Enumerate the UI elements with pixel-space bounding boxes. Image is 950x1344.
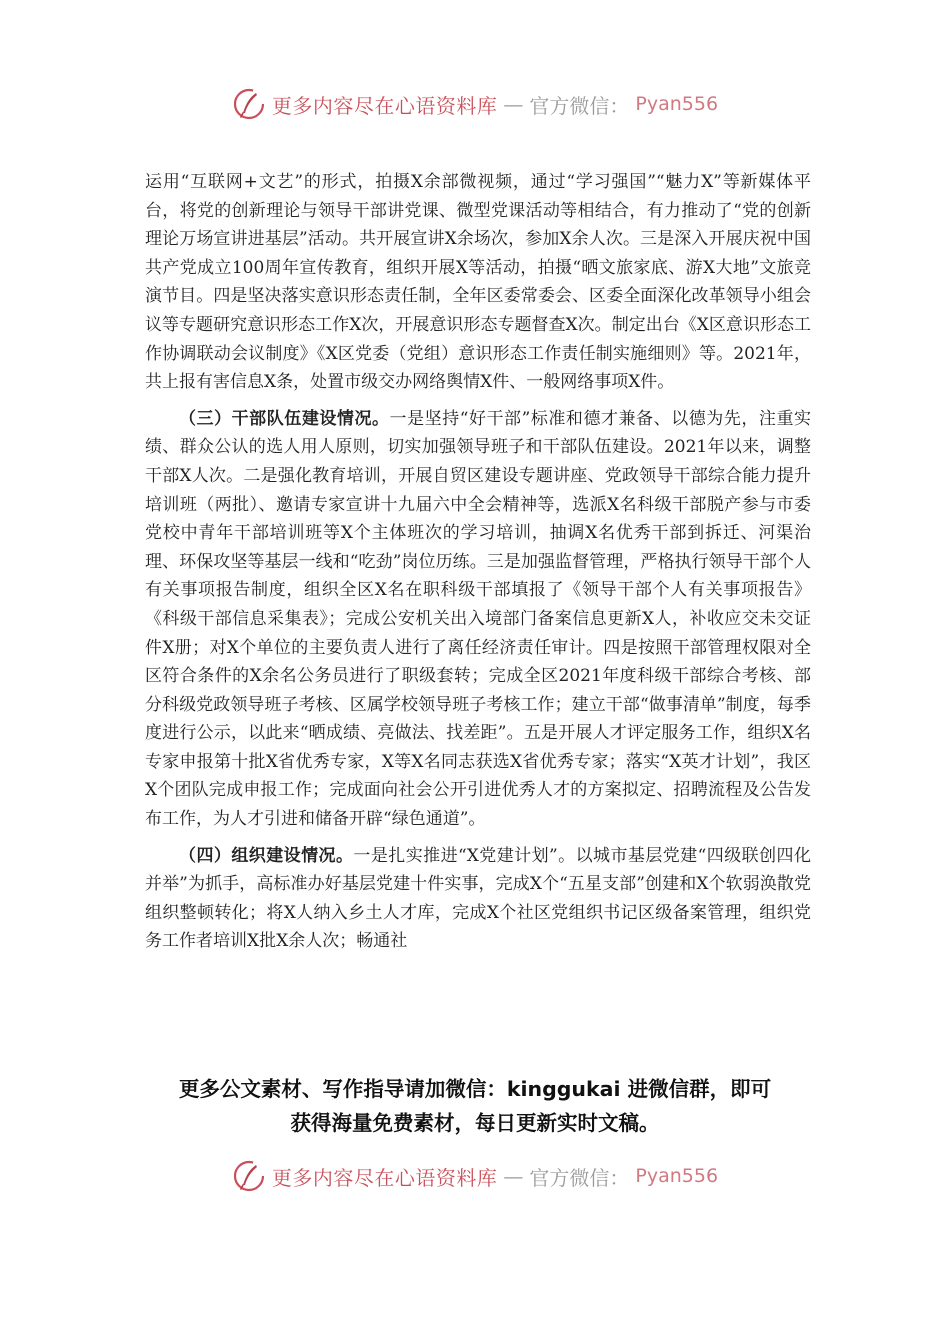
header-watermark-inner	[232, 87, 718, 121]
quill-logo-icon	[232, 87, 266, 121]
watermark-wechat-id: Pyan556	[635, 93, 719, 115]
watermark-dash: —	[503, 1164, 524, 1188]
paragraph-3	[145, 842, 811, 956]
paragraph-1	[145, 168, 811, 397]
promo-line-1: 更多公文素材、写作指导请加微信：kinggukai 进微信群，即可	[178, 1077, 772, 1101]
footer-watermark-inner	[232, 1159, 718, 1193]
promo-block	[0, 1072, 950, 1140]
promo-line-2: 获得海量免费素材，每日更新实时文稿。	[290, 1111, 660, 1135]
watermark-dash: —	[503, 92, 524, 116]
watermark-official-text: 官方微信：	[529, 93, 630, 118]
paragraph-2-text: 一是坚持“好干部”标准和德才兼备、以德为先，注重实绩、群众公认的选人用人原则，切实加强领导班子和干部队伍建设。2021年以来，调整干部X人次。二是强化教育培训，开展自贸区建设专题讲座、党政领导干部综合能力提升培训班（两批）、邀请专家宣讲十九届六中全会精神等，选派X名科级干部脱产参与市委党校中青年干部培训班等X个主体班次的学习培训，抽调X名优秀干部到拆迁、河渠治理、环保攻坚等基层一线和“吃劲”岗位历练。三是加强监督管理，严格执行领导干部个人有关事项报告制度，组织全区X名在职科级干部填报了《领导干部个人有关事项报告》《科级干部信息采集表》；完成公安机关出入境部门备案信息更新X人，补收应交未交证件X册；对X个单位的主要负责人进行了离任经济责任审计。四是按照干部管理权限对全区符合条件的X余名公务员进行了职级套转；完成全区2021年度科级干部综合考核、部分科级党政领导班子考核、区属学校领导班子考核工作；建立干部“做事清单”制度，每季度进行公示，以此来“晒成绩、亮做法、找差距”。五是开展人才评定服务工作，组织X名专家申报第十批X省优秀专家，X等X名同志获选X省优秀专家；落实“X英才计划”，我区X个团队完成申报工作；完成面向社会公开引进优秀人才的方案拟定、招聘流程及公告发布工作，为人才引进和储备开辟“绿色通道”。	[145, 408, 812, 830]
watermark-site-text: 更多内容尽在心语资料库	[271, 93, 498, 118]
section-heading-organization: （四）组织建设情况。	[179, 845, 354, 866]
section-heading-cadre: （三）干部队伍建设情况。	[179, 408, 390, 429]
watermark-site-text: 更多内容尽在心语资料库	[271, 1165, 498, 1190]
header-watermark	[0, 82, 950, 126]
paragraph-2	[145, 405, 811, 834]
paragraph-1-text: 运用“互联网+文艺”的形式，拍摄X余部微视频，通过“学习强国”“魅力X”等新媒体平台，将党的创新理论与领导干部讲党课、微型党课活动等相结合，有力推动了“党的创新理论万场宣讲进基层”活动。共开展宣讲X余场次，参加X余人次。三是深入开展庆祝中国共产党成立100周年宣传教育，组织开展X等活动，拍摄“晒文旅家底、游X大地”文旅竞演节目。四是坚决落实意识形态责任制，全年区委常委会、区委全面深化改革领导小组会议等专题研究意识形态工作X次，开展意识形态专题督查X次。制定出台《X区意识形态工作协调联动会议制度》《X区党委（党组）意识形态工作责任制实施细则》等。2021年，共上报有害信息X条，处置市级交办网络舆情X件、一般网络事项X件。	[145, 172, 811, 393]
footer-watermark	[0, 1154, 950, 1198]
watermark-wechat-id: Pyan556	[635, 1165, 719, 1187]
quill-logo-icon	[232, 1159, 266, 1193]
document-body	[145, 168, 811, 964]
watermark-official-text: 官方微信：	[529, 1165, 630, 1190]
paragraph-3-text: 一是扎实推进“X党建计划”。以城市基层党建“四级联创四化并举”为抓手，高标准办好基层党建十件实事，完成X个“五星支部”创建和X个软弱涣散党组织整顿转化；将X人纳入乡土人才库，完成X个社区党组织书记区级备案管理，组织党务工作者培训X批X余人次；畅通社	[145, 845, 812, 952]
